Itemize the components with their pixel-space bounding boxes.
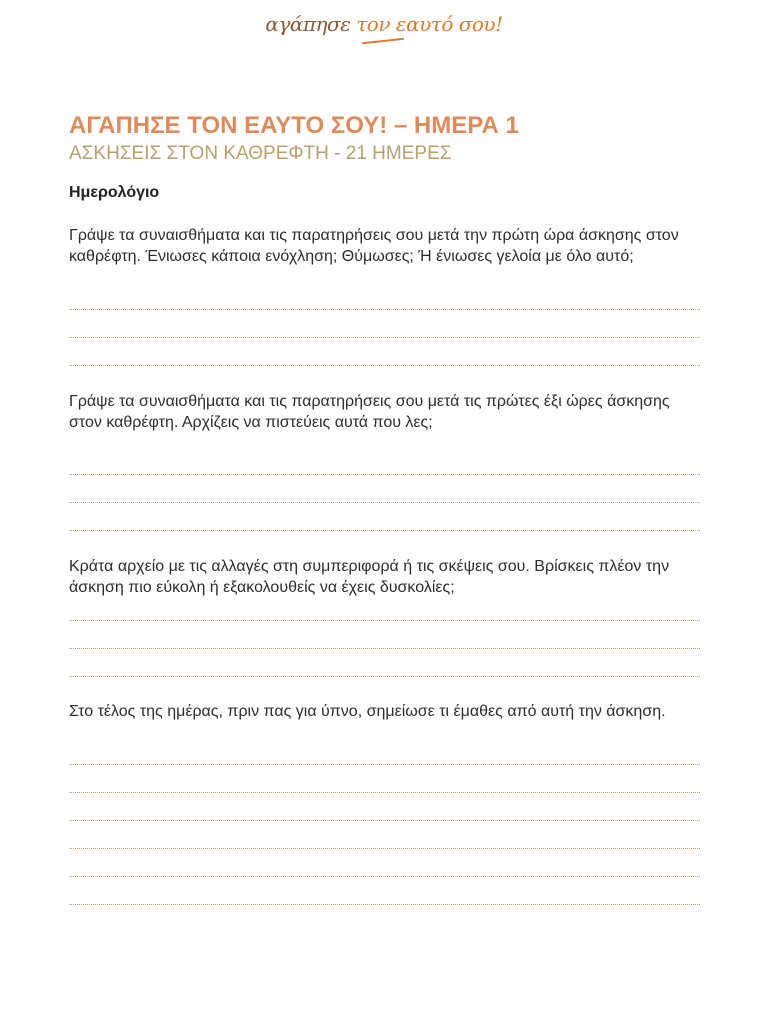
writing-line	[69, 648, 700, 649]
writing-area-4[interactable]	[69, 764, 700, 905]
writing-line	[69, 764, 700, 765]
writing-area-3[interactable]	[69, 620, 700, 677]
logo-text-part2: τον εαυτό σου!	[356, 12, 503, 36]
writing-line	[69, 848, 700, 849]
writing-line	[69, 904, 700, 905]
writing-line	[69, 876, 700, 877]
writing-line	[69, 792, 700, 793]
page-subtitle: ΑΣΚΗΣΕΙΣ ΣΤΟΝ ΚΑΘΡΕΦΤΗ - 21 ΗΜΕΡΕΣ	[69, 143, 452, 164]
writing-line	[69, 337, 700, 338]
journal-prompt-1: Γράψε τα συναισθήματα και τις παρατηρήσεις σου μετά την πρώτη ώρα άσκησης στον καθρέφτη. Ένιωσες κάποια ενόχληση; Θύμωσες; Ή ένιωσες γελοία με όλο αυτό;	[69, 227, 679, 265]
writing-area-1[interactable]	[69, 309, 700, 366]
logo-underline	[362, 38, 404, 44]
writing-line	[69, 365, 700, 366]
journal-label: Ημερολόγιο	[69, 184, 160, 201]
page-title: ΑΓΑΠΗΣΕ ΤΟΝ ΕΑΥΤΟ ΣΟΥ! – ΗΜΕΡΑ 1	[69, 112, 519, 139]
writing-line	[69, 309, 700, 310]
writing-line	[69, 474, 700, 475]
writing-line	[69, 530, 700, 531]
writing-line	[69, 620, 700, 621]
brand-logo	[0, 12, 768, 36]
writing-line	[69, 502, 700, 503]
logo-text-part1: αγάπησε	[265, 12, 351, 36]
journal-prompt-3: Κράτα αρχείο με τις αλλαγές στη συμπεριφορά ή τις σκέψεις σου. Βρίσκεις πλέον την άσκηση πιο εύκολη ή εξακολουθείς να έχεις δυσκολίες;	[69, 558, 670, 596]
writing-line	[69, 820, 700, 821]
journal-prompt-4: Στο τέλος της ημέρας, πριν πας για ύπνο, σημείωσε τι έμαθες από αυτή την άσκηση.	[69, 703, 666, 720]
journal-prompt-2: Γράψε τα συναισθήματα και τις παρατηρήσεις σου μετά τις πρώτες έξι ώρες άσκησης στον καθρέφτη. Αρχίζεις να πιστεύεις αυτά που λες;	[69, 393, 670, 431]
writing-area-2[interactable]	[69, 474, 700, 531]
writing-line	[69, 676, 700, 677]
